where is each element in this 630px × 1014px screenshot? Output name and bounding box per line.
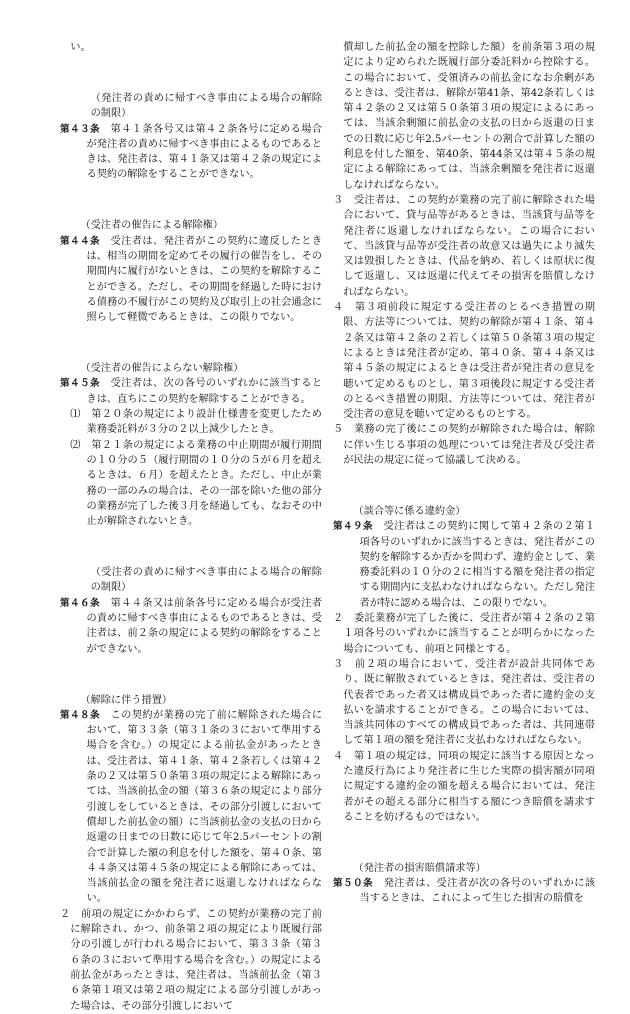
article-caption: （受注者の催告によらない解除権）: [80, 363, 244, 375]
list-item: ⑴ 第２０条の規定により設計仕様書を変更したため業務委託料が３分の２以上減少したとき。: [70, 409, 322, 436]
continuation-text: い。: [70, 42, 91, 53]
article-text: 受注者はこの契約に関して第４２条の２第１項各号のいずれかに該当するときは、発注者がこの契約を解除するか否かを問わず、違約金として、業務委託料の１０分の２に相当する額を発注者の指定する期間内に支払わなければならない。ただし発注者が特に認める場合は、この限りでない。: [359, 521, 596, 609]
spacer: [60, 193, 322, 208]
left-column: [60, 40, 322, 1014]
spacer: [60, 667, 322, 682]
article-text: 発注者は、受注者が次の各号のいずれかに該当するときは、これによって生じた損害の賠償を: [359, 878, 596, 905]
paragraph: ２ 委託業務が完了した後に、受注者が第４２条の２第１項各号のいずれかに該当することが明らかになった場合についても、前項と同様とする。: [333, 613, 595, 655]
article-caption: （談合等に係る違約金）: [353, 505, 466, 517]
spacer: [60, 65, 322, 80]
list-item: ⑵ 第２１条の規定による業務の中止期間が履行期間の１０分の５（履行期間の１０分の５が６月を超えるときは、６月）を超えたとき。ただし、中止が業務の一部のみの場合は、その一部を除いた他の部分の業務が完了した後３月を経過しても、なおその中止が解除されないとき。: [70, 439, 322, 528]
article-caption: （受注者の催告による解除権）: [80, 220, 224, 232]
continuation-text: 償却した前払金の額を控除した額）を前条第３項の規定により定められた既履行部分委託料から控除する。この場合において、受領済みの前払金になお余剰があるときは、受注者は、解除が第41条、第42条若しくは第４２条の２又は第５０条第３項の規定によるにあっては、当該余剰額に前払金の支払の日から返還の日までの日数に応じ年2.5パーセントの割合で計算した額の利息を付した額を、第40条、第44条又は第４５条の規定による解除にあっては、当該余剰額を発注者に返還しなければならない。: [343, 42, 595, 191]
paragraph: ４ 第１項の規定は、同項の規定に該当する原因となった違反行為により発注者に生じた実際の損害額が同項に規定する違約金の額を超える場合においては、発注者がその超える部分に相当する額につき賠償を請求することを妨げるものではない。: [333, 750, 595, 823]
article: [333, 876, 595, 907]
article-number: 第４８条: [60, 709, 100, 721]
article: [333, 519, 595, 611]
article-number: 第４６条: [60, 597, 100, 609]
spacer: [60, 336, 322, 351]
spacer: [333, 479, 595, 494]
spacer: [60, 540, 322, 555]
article-number: 第４９条: [333, 521, 373, 533]
article-caption: （発注者の責めに帰すべき事由による場合の解除の制限）: [90, 92, 322, 120]
spacer: [333, 835, 595, 850]
paragraph: ５ 業務の完了後にこの契約が解除された場合は、解除に伴い生じる事項の処理については発注者及び受注者が民法の規定に従って協議して決める。: [333, 424, 595, 467]
article-number: 第４３条: [60, 123, 100, 135]
paragraph: ３ 受注者は、この契約が業務の完了前に解除された場合において、貸与品等があるときは、当該貸与品等を発注者に返還しなければならない。この場合において、当該貸与品等が受注者の故意又は過失により滅失又は毀損したときは、代品を納め、若しくは原状に復して返還し、又は返還に代えてその損害を賠償しなければならない。: [333, 194, 595, 298]
article: [60, 376, 322, 407]
article-caption: （発注者の損害賠償請求等）: [353, 862, 486, 874]
article-text: 受注者は、次の各号のいずれかに該当するときは、直ちにこの契約を解除することができる。: [86, 378, 323, 405]
paragraph: ２ 前項の規定にかかわらず、この契約が業務の完了前に解除され、かつ、前条第２項の規定により既履行部分の引渡しが行われる場合において、第３３条（第３６条の３において準用する場合を含む。）の規定による前払金があったときは、発注者は、当該前払金（第３６条第１項又は第２項の規定による部分引渡しがあった場合は、その部分引渡しにおいて: [60, 908, 322, 1012]
article-caption: （受注者の責めに帰すべき事由による場合の解除の制限）: [90, 567, 322, 594]
paragraph: ４ 第３項前段に規定する受注者のとるべき措置の期限、方法等については、契約の解除が第４１条、第４２条又は第４２条の２若しくは第５０条第３項の規定によるときは発注者が定め、第４０条、第４４条又は第４５条の規定によるときは受注者が発注者の意見を聴いて定めるものとし、第３項後段に規定する受注者のとるべき措置の期限、方法等については、発注者が受注者の意見を聴いて定めるものとする。: [333, 302, 595, 421]
article: [60, 708, 322, 907]
article: [60, 234, 322, 326]
article-text: この契約が業務の完了前に解除された場合において、第３３条（第３１条の３において準用する場合を含む。）の規定による前払金があったときは、受注者は、第４１条、第４２条若しくは第４２条の２又は第５０条第３項の規定による解除にあっては、当該前払金の額（第３６条の規定により部分引渡しをしているときは、その部分引渡しにおいて償却した前払金の額）に当該前払金の支払の日から返還の日までの日数に応じて年2.5パーセントの割合で計算した額の利息を付した額を、第４０条、第４４条又は第４５条の規定による解除にあっては、当該前払金の額を発注者に返還しなければならない。: [86, 709, 323, 905]
article: [60, 596, 322, 657]
right-column: [333, 40, 595, 907]
article: [60, 122, 322, 183]
article-text: 第４４条又は前条各号に定める場合が受注者の責めに帰すべき事由によるものであるときは、受注者は、前２条の規定による契約の解除をすることができない。: [86, 597, 323, 655]
article-number: 第４５条: [60, 378, 100, 390]
article-number: 第５０条: [333, 878, 373, 890]
article-text: 受注者は、発注者がこの契約に違反したときは、相当の期間を定めてその履行の催告をし、その期間内に履行がないときは、この契約を解除することができる。ただし、その期間を経過した時における債務の不履行がこの契約及び取引上の社会通念に照らして軽微であるときは、この限りでない。: [86, 235, 323, 324]
paragraph: ３ 前２項の場合において、受注者が設計共同体であり、既に解散されているときは、発注者は、受注者の代表者であった者又は構成員であった者に違約金の支払いを請求することができる。この場合においては、当該共同体のすべての構成員であった者は、共同連帯して第１項の額を発注者に支払わなければならない。: [333, 658, 595, 747]
article-number: 第４４条: [60, 235, 100, 247]
article-text: 第４１条各号又は第４２条各号に定める場合が発注者の責めに帰すべき事由によるものであるときは、発注者は、第４１条又は第４２条の規定による契約の解除をすることができない。: [86, 123, 323, 181]
article-caption: （解除に伴う措置）: [80, 694, 173, 706]
